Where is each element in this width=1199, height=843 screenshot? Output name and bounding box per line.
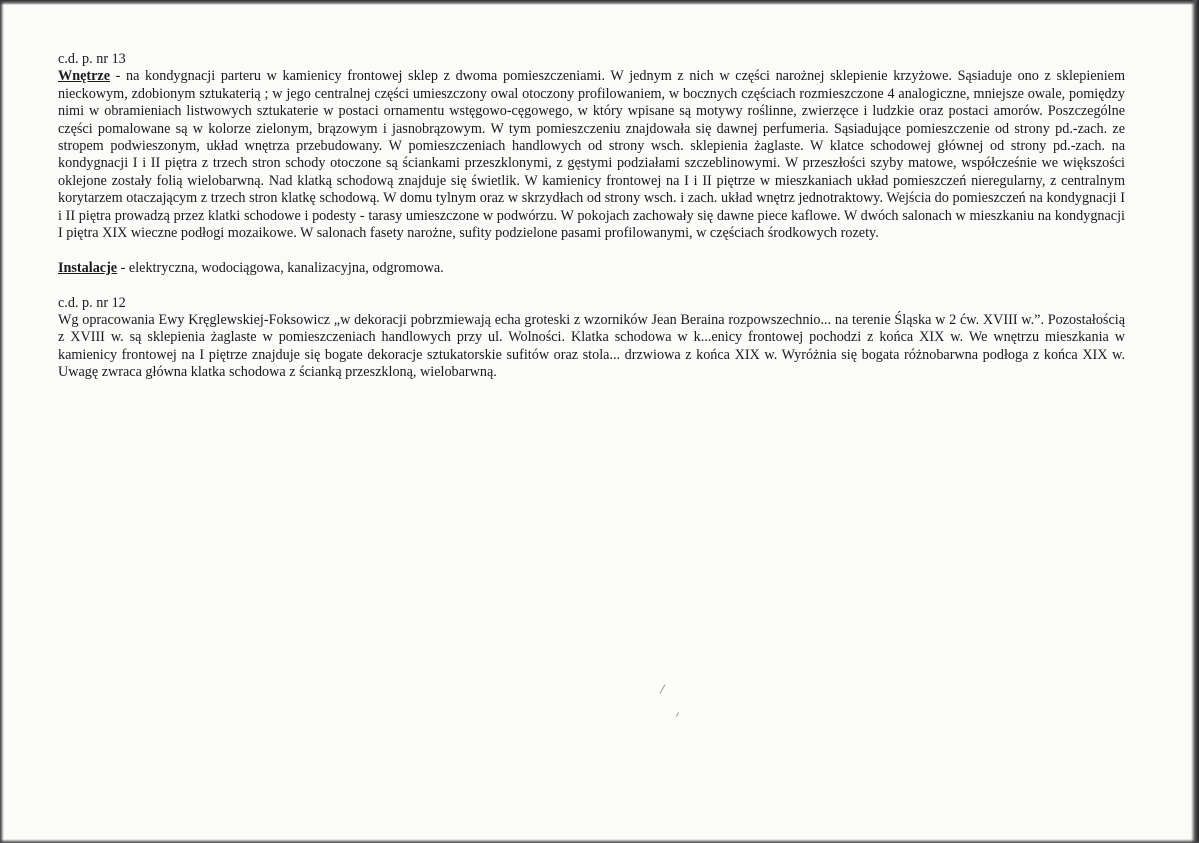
scan-edge-left [0,0,4,843]
scan-speck [660,684,666,693]
document-text [58,51,1125,382]
installations-body: - elektryczna, wodociągowa, kanalizacyjna, odgromowa. [117,259,444,276]
note-body: Wg opracowania Ewy Kręglewskiej-Foksowicz „w dekoracji pobrzmiewają echa groteski z wzorników Jean Beraina rozpowszechnio... na terenie Śląska w 2 ćw. XVIII w.”. Pozostałością z XVIII w. są sklepienia żaglaste w pomieszczeniach handlowych przy ul. Wolności. Klatka schodowa w k...enicy frontowej pochodzi z końca XIX w. We wnętrzu mieszkania w kamienicy frontowej na I piętrze znajduje się bogate dekoracje sztukatorskie sufitów oraz stola... drzwiowa z końca XIX w. Wyróżnia się bogata różnobarwna podłoga z końca XIX w. Uwagę zwraca główna klatka schodowa z ścianką przeszkloną, wielobarwną. [58,312,1125,381]
scan-edge-top [0,0,1199,5]
heading-interior: Wnętrze [58,68,110,85]
section-interior [58,51,1125,242]
section-note [58,295,1125,382]
section-ref-13: c.d. p. nr 13 [58,51,126,67]
section-ref-12: c.d. p. nr 12 [58,294,126,311]
paragraph-gap [58,277,1125,294]
scan-speck [676,712,679,717]
paragraph-gap [58,242,1125,259]
scan-edge-right [1191,0,1199,843]
interior-body: - na kondygnacji parteru w kamienicy frontowej sklep z dwoma pomieszczeniami. W jednym z nich w części narożnej sklepienie krzyżowe. Sąsiaduje ono z sklepieniem nieckowym, zdobionym sztukaterią ; w jego centralnej części umieszczony owal otoczony profilowaniem, w bocznych częściach rozmieszczone 4 analogiczne, mniejsze owale, pomiędzy nimi w obramieniach listwowych sztukaterie w postaci ornamentu wstęgowo-cęgowego, w który wpisane są motywy roślinne, zwierzęce i ludzkie oraz postaci amorów. Poszczególne części pomalowane są w kolorze zielonym, brązowym i jasnobrązowym. W tym pomieszczeniu znajdowała się dawnej perfumeria. Sąsiadujące pomieszczenie od strony pd.-zach. ze stropem podwieszonym, układ wnętrza przebudowany. W pomieszczeniach handlowych od strony wsch. sklepienia żaglaste. W klatce schodowej głównej od strony pd.-zach. na kondygnacji I i II piętra z trzech stron schody otoczone są ściankami przeszklonymi, z gęstymi podziałami szczeblinowymi. W przeszłości szyby matowe, współcześnie we większości oklejone zostały folią wielobarwną. Nad klatką schodową znajduje się świetlik. W kamienicy frontowej na I i II piętrze w mieszkaniach układ pomieszczeń nieregularny, z centralnym korytarzem otaczającym z trzech stron klatkę schodową. W domu tylnym oraz w skrzydłach od strony wsch. i zach. układ wnętrz jednotraktowy. Wejścia do pomieszczeń na kondygnacji I i II piętra prowadzą przez klatki schodowe i podesty - tarasy umieszczone w podwórzu. W pokojach zachowały się dawne piece kaflowe. W dwóch salonach w mieszkaniu na kondygnacji I piętra XIX wieczne podłogi mozaikowe. W salonach fasety narożne, sufity podzielone pasami profilowanymi, w częściach środkowych rozety. [58,68,1125,242]
section-installations [58,260,1125,277]
scan-edge-bottom [0,839,1199,843]
heading-installations: Instalacje [58,259,118,276]
